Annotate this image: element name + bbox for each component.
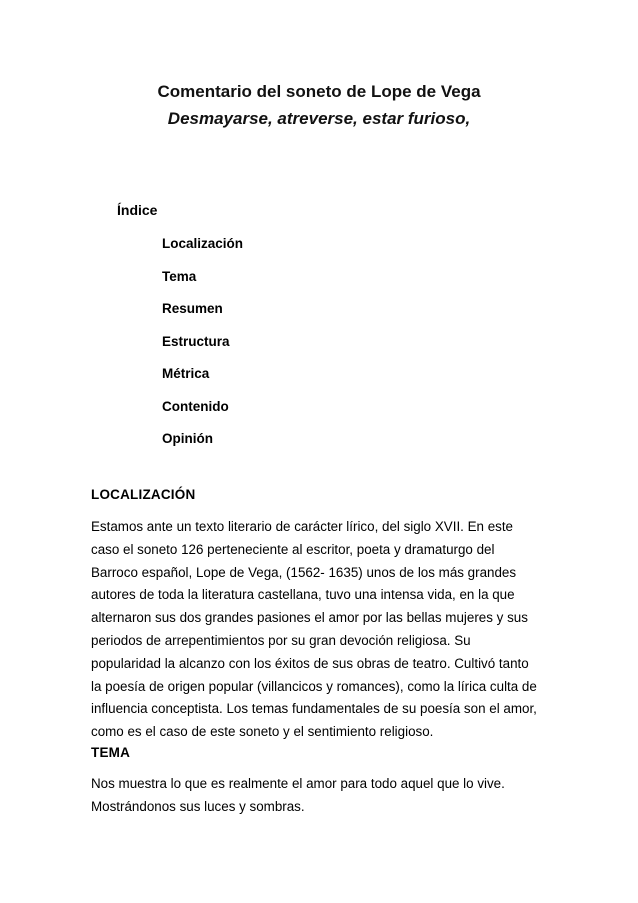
section-heading-localizacion: LOCALIZACIÓN (91, 487, 196, 502)
paragraph-line: popularidad la alcanzo con los éxitos de sus obras de teatro. Cultivó tanto (91, 655, 529, 671)
poem-title: Desmayarse, atreverse, estar furioso, (167, 109, 471, 128)
paragraph-tema (91, 773, 556, 819)
index-list (162, 234, 243, 462)
title-block (0, 78, 638, 132)
document-title: Comentario del soneto de Lope de Vega (157, 82, 481, 101)
index-item-tema: Tema (162, 268, 197, 284)
index-item-metrica: Métrica (162, 366, 210, 381)
paragraph-line: Barroco español, Lope de Vega, (1562- 1635) unos de los más grandes (91, 564, 517, 580)
paragraph-line: Mostrándonos sus luces y sombras. (91, 798, 305, 814)
paragraph-line: la poesía de origen popular (villancicos y romances), como la lírica culta de (91, 678, 537, 694)
index-item-localizacion: Localización (162, 236, 244, 251)
index-item-estructura: Estructura (162, 333, 230, 349)
paragraph-line: alternaron sus dos grandes pasiones el amor por las bellas mujeres y sus (91, 610, 528, 626)
paragraph-line: autores de toda la literatura castellana, tuvo una intensa vida, en la que (91, 587, 515, 603)
paragraph-line: como es el caso de este soneto y el sentimiento religioso. (91, 724, 434, 740)
index-heading: Índice (117, 202, 158, 218)
paragraph-line: Nos muestra lo que es realmente el amor para todo aquel que lo vive. (91, 776, 505, 791)
paragraph-line: caso el soneto 126 perteneciente al escritor, poeta y dramaturgo del (91, 541, 495, 557)
paragraph-line: influencia conceptista. Los temas fundamentales de su poesía son el amor, (91, 701, 537, 717)
index-item-contenido: Contenido (162, 398, 229, 414)
index-item-resumen: Resumen (162, 301, 223, 316)
index-item-opinion: Opinión (162, 431, 213, 446)
section-heading-tema: TEMA (91, 745, 131, 760)
paragraph-localizacion (91, 516, 556, 744)
paragraph-line: Estamos ante un texto literario de carácter lírico, del siglo XVII. En este (91, 519, 514, 534)
paragraph-line: periodos de arrepentimientos por su gran devoción religiosa. Su (91, 632, 471, 648)
